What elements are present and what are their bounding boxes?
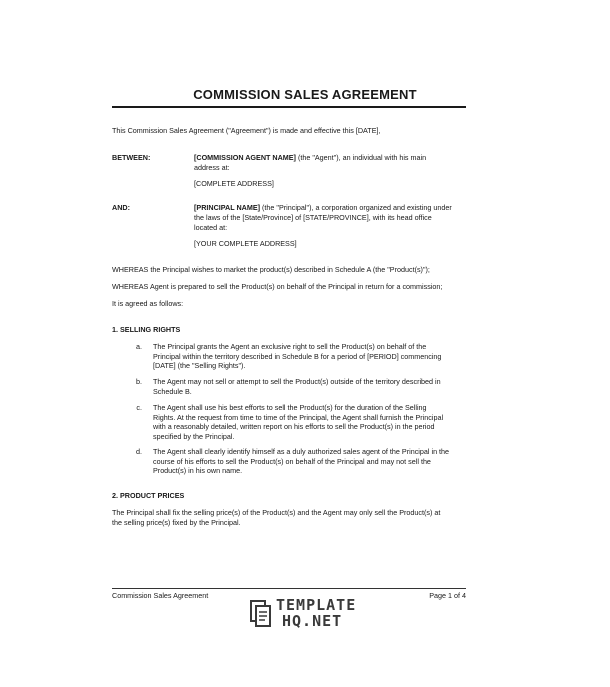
item-d-line2: course of his efforts to sell the Product(s) on behalf of the Principal and may not sell the xyxy=(153,456,431,466)
item-d-line1: The Agent shall clearly identify himself as a duly authorized sales agent of the Principal in the xyxy=(153,447,450,456)
and-line3: located at: xyxy=(194,223,228,232)
item-b-line1: The Agent may not sell or attempt to sell the Product(s) outside of the territory described in xyxy=(153,377,441,386)
title-rule xyxy=(112,106,466,108)
templatehq-logo xyxy=(276,597,356,629)
and-line1-text: (the "Principal"), a corporation organized and existing under xyxy=(260,203,452,212)
agreed-paragraph: It is agreed as follows: xyxy=(112,299,184,308)
between-label: BETWEEN: xyxy=(112,153,151,162)
item-b-line2: Schedule B. xyxy=(153,386,192,396)
logo-line-2: HQ.NET xyxy=(282,612,343,630)
document-stack-icon xyxy=(250,600,272,628)
logo-line-1: TEMPLATE xyxy=(276,596,357,614)
whereas-paragraph-2: WHEREAS Agent is prepared to sell the Product(s) on behalf of the Principal in return for a commission; xyxy=(112,282,443,291)
section-1-heading: 1. SELLING RIGHTS xyxy=(112,325,181,334)
section-2-line1: The Principal shall fix the selling price(s) of the Product(s) and the Agent may only sell the Product(s) at xyxy=(112,508,441,517)
item-b-label: b. xyxy=(136,377,142,386)
principal-name-placeholder: [PRINCIPAL NAME] xyxy=(194,203,261,212)
and-line2: the laws of the [State/Province] of [STATE/PROVINCE], with its head office xyxy=(194,213,432,222)
document-title: COMMISSION SALES AGREEMENT xyxy=(193,87,417,102)
principal-address: [YOUR COMPLETE ADDRESS] xyxy=(194,239,297,248)
and-label: AND: xyxy=(112,203,130,212)
whereas-paragraph-1: WHEREAS the Principal wishes to market the product(s) described in Schedule A (the "Product(s)"); xyxy=(112,265,430,274)
item-a-label: a. xyxy=(136,342,142,351)
and-party-line1 xyxy=(194,203,452,213)
item-c-line1: The Agent shall use his best efforts to sell the Product(s) for the duration of the Selling xyxy=(153,403,427,412)
item-c-line2: Rights. At the request from time to time of the Principal, the Agent shall furnish the Principal xyxy=(153,412,444,422)
footer-rule xyxy=(112,588,466,589)
between-line1-text: (the "Agent"), an individual with his main xyxy=(295,153,427,162)
item-a-line3: [DATE] (the "Selling Rights"). xyxy=(153,361,246,370)
section-2-heading: 2. PRODUCT PRICES xyxy=(112,491,185,500)
intro-paragraph: This Commission Sales Agreement ("Agreement") is made and effective this [DATE], xyxy=(112,126,381,135)
item-a-line2: Principal within the territory described in Schedule B for a period of [PERIOD] commencing xyxy=(153,351,442,361)
item-d-label: d. xyxy=(136,447,142,456)
item-a-line1: The Principal grants the Agent an exclusive right to sell the Product(s) on behalf of the xyxy=(153,342,427,351)
item-d-line3: Product(s) in his own name. xyxy=(153,466,243,475)
footer-document-name: Commission Sales Agreement xyxy=(112,591,209,600)
item-c-label: c. xyxy=(136,403,142,412)
between-line2: address at: xyxy=(194,163,230,172)
item-c-line3: with a reasonably detailed, written report on his efforts to sell the Product(s) in the period xyxy=(153,422,435,431)
agent-name-placeholder: [COMMISSION AGENT NAME] xyxy=(194,153,296,162)
between-party-line1 xyxy=(194,153,426,163)
footer-page-number: Page 1 of 4 xyxy=(429,591,466,600)
section-2-line2: the selling price(s) fixed by the Principal. xyxy=(112,517,241,527)
agent-address: [COMPLETE ADDRESS] xyxy=(194,179,274,188)
item-c-line4: specified by the Principal. xyxy=(153,431,235,441)
